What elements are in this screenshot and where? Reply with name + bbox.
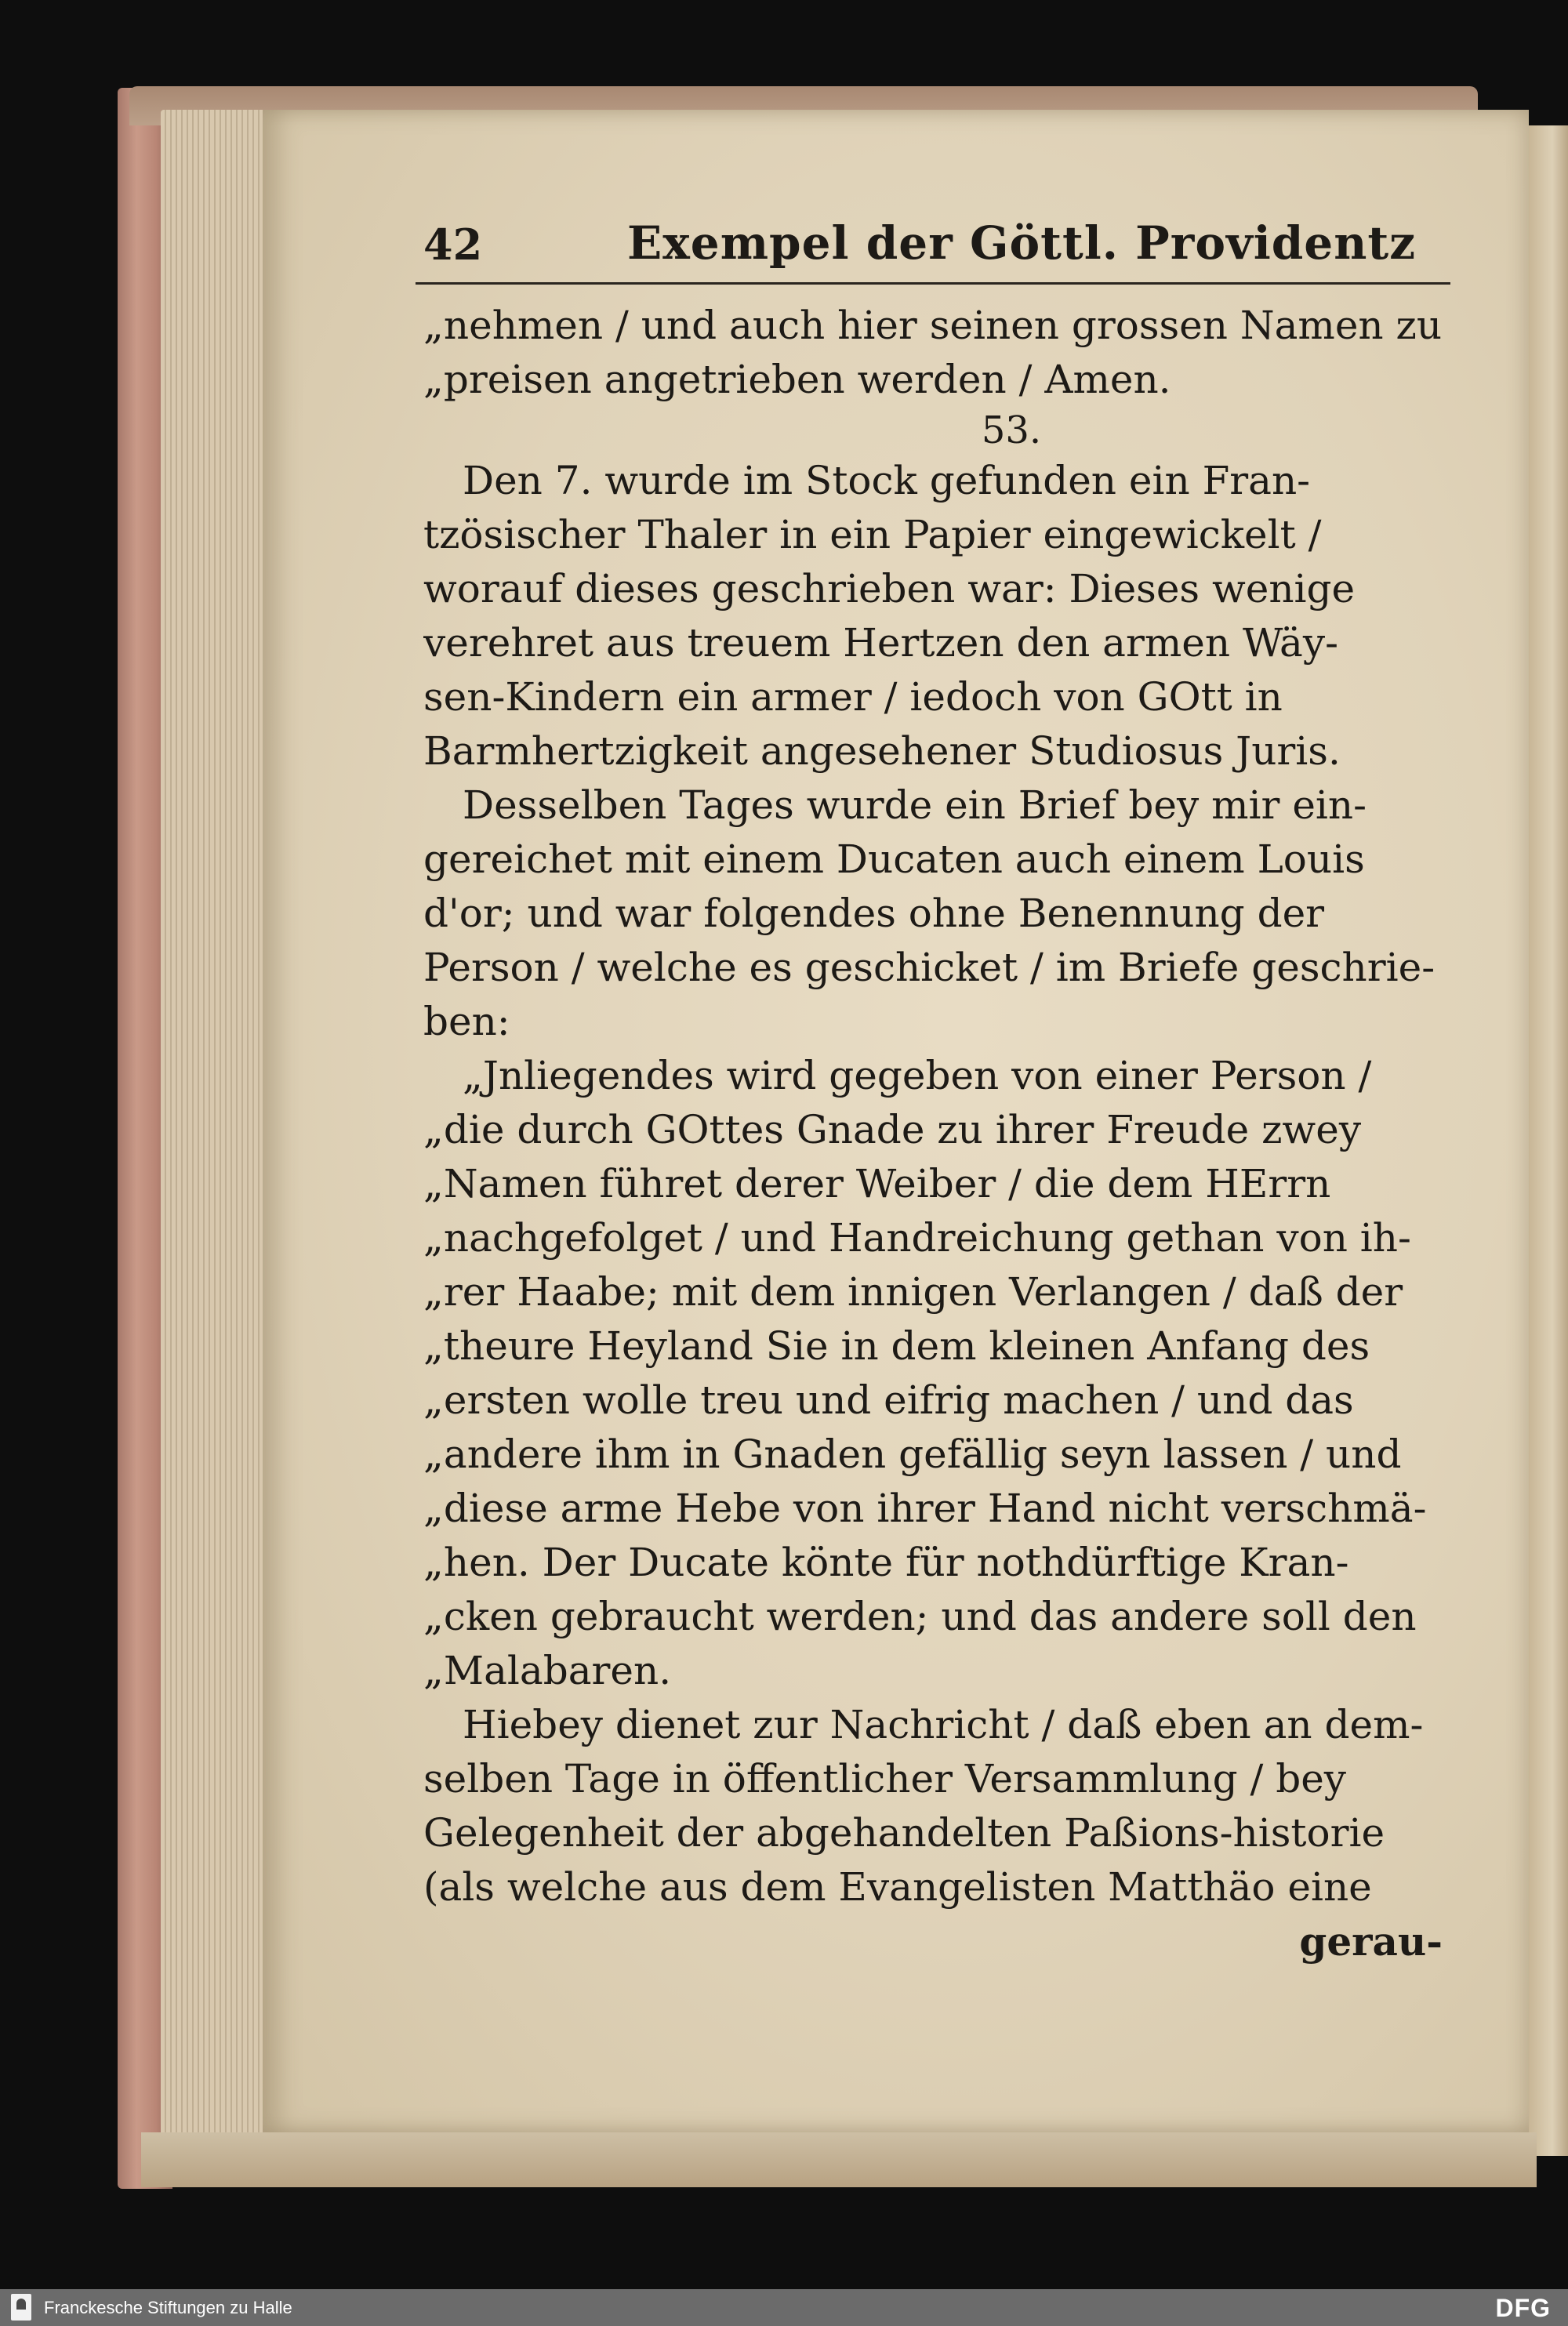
text-line: sen-Kindern ein armer / iedoch von GOtt in	[423, 674, 1283, 720]
catchword: gerau-	[1299, 1918, 1443, 1965]
page-text	[423, 212, 1443, 1969]
text-line: worauf dieses geschrieben war: Dieses wenige	[423, 566, 1356, 611]
text-line: „die durch GOttes Gnade zu ihrer Freude zwey	[423, 1107, 1362, 1152]
text-line: Person / welche es geschicket / im Briefe geschrie-	[423, 945, 1436, 990]
text-line: „nehmen / und auch hier seinen grossen Namen zu	[423, 303, 1443, 348]
section-number: 53.	[981, 408, 1042, 452]
viewer-footer	[0, 2289, 1568, 2326]
page-stack-edges	[161, 110, 270, 2172]
book-cover-edge-bottom	[141, 2132, 1537, 2187]
institution-logo-icon	[11, 2294, 31, 2321]
page-header	[416, 212, 1450, 285]
text-line: „cken gebraucht werden; und das andere soll den	[423, 1594, 1417, 1639]
paragraph-continuation	[423, 299, 1443, 407]
text-line: Barmhertzigkeit angesehener Studiosus Juris.	[423, 728, 1341, 774]
text-line: d'or; und war folgendes ohne Benennung der	[423, 891, 1325, 936]
text-line: „Jnliegendes wird gegeben von einer Person /	[463, 1053, 1372, 1098]
text-line: selben Tage in öffentlicher Versammlung / bey	[423, 1756, 1347, 1802]
text-line: „rer Haabe; mit dem innigen Verlangen / daß der	[423, 1269, 1403, 1315]
text-line: „preisen angetrieben werden / Amen.	[423, 357, 1171, 402]
paragraph-53	[423, 454, 1443, 778]
facing-page-edge	[1529, 125, 1568, 2156]
text-line: tzösischer Thaler in ein Papier eingewickelt /	[423, 512, 1322, 557]
text-line: ben:	[423, 999, 510, 1044]
text-line: „hen. Der Ducate könte für nothdürftige Kran-	[423, 1540, 1349, 1585]
text-line: (als welche aus dem Evangelisten Matthäo eine	[423, 1864, 1372, 1910]
source-institution: Franckesche Stiftungen zu Halle	[44, 2298, 292, 2317]
text-line: Hiebey dienet zur Nachricht / daß eben an dem-	[463, 1702, 1424, 1747]
text-line: „andere ihm in Gnaden gefällig seyn lassen / und	[423, 1432, 1402, 1477]
text-line: „nachgefolget / und Handreichung gethan von ih-	[423, 1215, 1411, 1261]
text-line: Den 7. wurde im Stock gefunden ein Fran-	[463, 458, 1311, 503]
text-line: Gelegenheit der abgehandelten Paßions-historie	[423, 1810, 1385, 1856]
text-line: „theure Heyland Sie in dem kleinen Anfang des	[423, 1323, 1370, 1369]
text-line: verehret aus treuem Hertzen den armen Wäy-	[423, 620, 1338, 666]
text-line: „Malabaren.	[423, 1648, 672, 1693]
running-title: Exempel der Göttl. Providentz	[627, 216, 1417, 270]
text-line: gereichet mit einem Ducaten auch einem Louis	[423, 836, 1365, 882]
paragraph-note	[423, 1698, 1443, 1914]
paragraph-letter-quote	[423, 1049, 1443, 1698]
page-number: 42	[423, 220, 483, 270]
text-line: „Namen führet derer Weiber / die dem HErrn	[423, 1161, 1331, 1207]
text-line: „diese arme Hebe von ihrer Hand nicht verschmä-	[423, 1486, 1427, 1531]
text-line: Desselben Tages wurde ein Brief bey mir ein-	[463, 782, 1367, 828]
paragraph-letter-intro	[423, 778, 1443, 1049]
dfg-badge: DFG	[1495, 2294, 1551, 2322]
text-line: „ersten wolle treu und eifrig machen / und das	[423, 1377, 1354, 1423]
